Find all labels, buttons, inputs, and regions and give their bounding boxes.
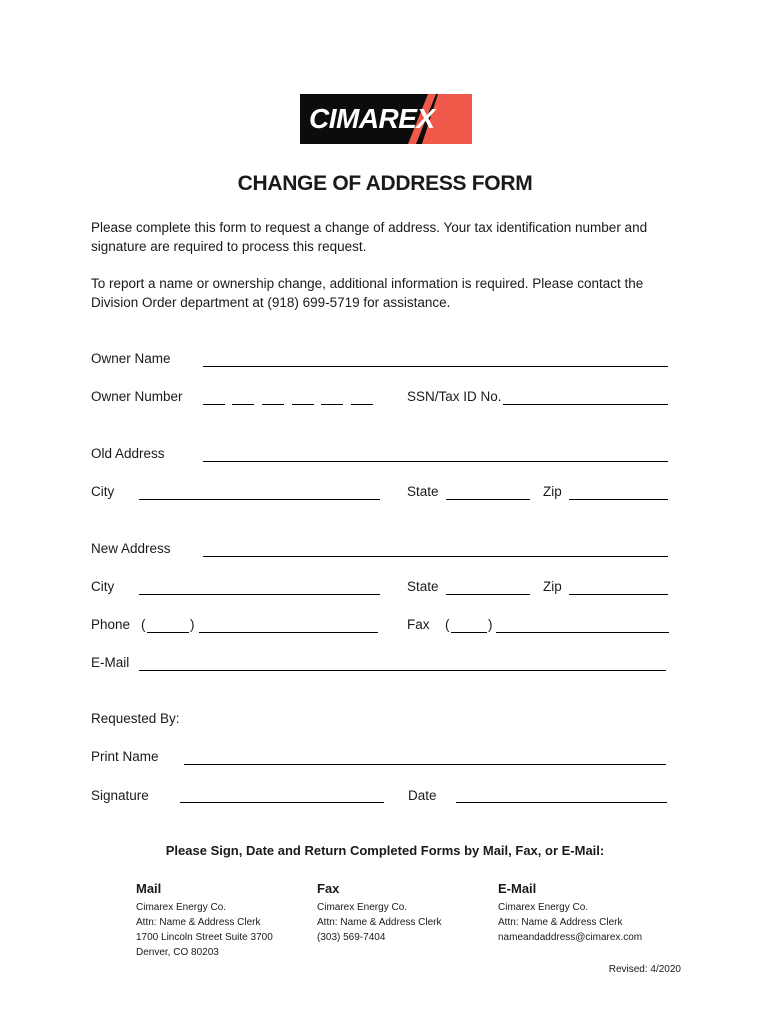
old-city-field[interactable] — [139, 499, 380, 500]
intro-line: Division Order department at (918) 699-5719 for assistance. — [91, 295, 451, 310]
owner-name-label: Owner Name — [91, 351, 171, 366]
old-zip-label: Zip — [543, 484, 562, 499]
signature-field[interactable] — [180, 802, 384, 803]
date-field[interactable] — [456, 802, 667, 803]
email-address-link[interactable]: nameandaddress@cimarex.com — [498, 932, 643, 943]
fax-contact-line: Attn: Name & Address Clerk — [317, 917, 442, 928]
new-zip-field[interactable] — [569, 594, 668, 595]
return-instructions: Please Sign, Date and Return Completed Forms by Mail, Fax, or E-Mail: — [165, 843, 605, 858]
revision-date: Revised: 4/2020 — [608, 964, 681, 975]
new-address-label: New Address — [91, 541, 171, 556]
requested-by-label: Requested By: — [91, 711, 180, 726]
intro-paragraph-1 — [91, 218, 691, 256]
phone-area-open-paren: ( — [141, 617, 146, 632]
owner-number-label: Owner Number — [91, 389, 183, 404]
fax-area-code-field[interactable] — [451, 632, 487, 633]
owner-number-digit-2[interactable] — [232, 404, 254, 405]
mail-address-line: Denver, CO 80203 — [136, 947, 219, 958]
old-state-label: State — [407, 484, 439, 499]
ssn-tax-id-label: SSN/Tax ID No. — [407, 389, 502, 404]
email-contact-line: Attn: Name & Address Clerk — [498, 917, 623, 928]
phone-area-close-paren: ) — [190, 617, 195, 632]
signature-label: Signature — [91, 788, 149, 803]
fax-area-open-paren: ( — [445, 617, 450, 632]
intro-line: To report a name or ownership change, additional information is required. Please contact the — [91, 276, 644, 291]
logo-wordmark: CIMAREX — [309, 103, 435, 134]
mail-column — [136, 881, 273, 960]
new-state-field[interactable] — [446, 594, 530, 595]
old-address-field[interactable] — [203, 461, 668, 462]
fax-heading: Fax — [317, 881, 340, 896]
print-name-label: Print Name — [91, 749, 159, 764]
fax-area-close-paren: ) — [488, 617, 493, 632]
owner-number-digit-1[interactable] — [203, 404, 225, 405]
fax-column — [317, 881, 442, 945]
print-name-field[interactable] — [184, 764, 666, 765]
owner-name-field[interactable] — [203, 366, 668, 367]
date-label: Date — [408, 788, 437, 803]
intro-paragraph-2 — [91, 274, 691, 312]
owner-number-digit-6[interactable] — [351, 404, 373, 405]
intro-line: signature are required to process this request. — [91, 239, 367, 254]
email-field[interactable] — [139, 670, 666, 671]
mail-address-line: Attn: Name & Address Clerk — [136, 917, 261, 928]
new-state-label: State — [407, 579, 439, 594]
fax-label: Fax — [407, 617, 430, 632]
form-title: CHANGE OF ADDRESS FORM — [237, 172, 533, 195]
fax-contact-line: Cimarex Energy Co. — [317, 902, 408, 913]
old-city-label: City — [91, 484, 115, 499]
old-address-label: Old Address — [91, 446, 165, 461]
email-label: E-Mail — [91, 655, 130, 670]
intro-line: Please complete this form to request a change of address. Your tax identification number and — [91, 220, 648, 235]
mail-address-line: Cimarex Energy Co. — [136, 902, 227, 913]
phone-area-code-field[interactable] — [147, 632, 189, 633]
new-city-field[interactable] — [139, 594, 380, 595]
email-contact-line: Cimarex Energy Co. — [498, 902, 589, 913]
old-zip-field[interactable] — [569, 499, 668, 500]
new-city-label: City — [91, 579, 115, 594]
mail-heading: Mail — [136, 881, 162, 896]
fax-number-field[interactable] — [496, 632, 669, 633]
owner-number-digit-5[interactable] — [321, 404, 343, 405]
fax-contact-line: (303) 569-7404 — [317, 932, 386, 943]
new-address-field[interactable] — [203, 556, 668, 557]
owner-number-digit-3[interactable] — [262, 404, 284, 405]
email-column — [498, 881, 642, 945]
phone-number-field[interactable] — [199, 632, 378, 633]
phone-label: Phone — [91, 617, 131, 632]
new-zip-label: Zip — [543, 579, 562, 594]
owner-number-digit-4[interactable] — [292, 404, 314, 405]
cimarex-logo — [300, 94, 472, 144]
old-state-field[interactable] — [446, 499, 530, 500]
mail-address-line: 1700 Lincoln Street Suite 3700 — [136, 932, 273, 943]
ssn-tax-id-field[interactable] — [503, 404, 668, 405]
email-heading: E-Mail — [498, 881, 537, 896]
